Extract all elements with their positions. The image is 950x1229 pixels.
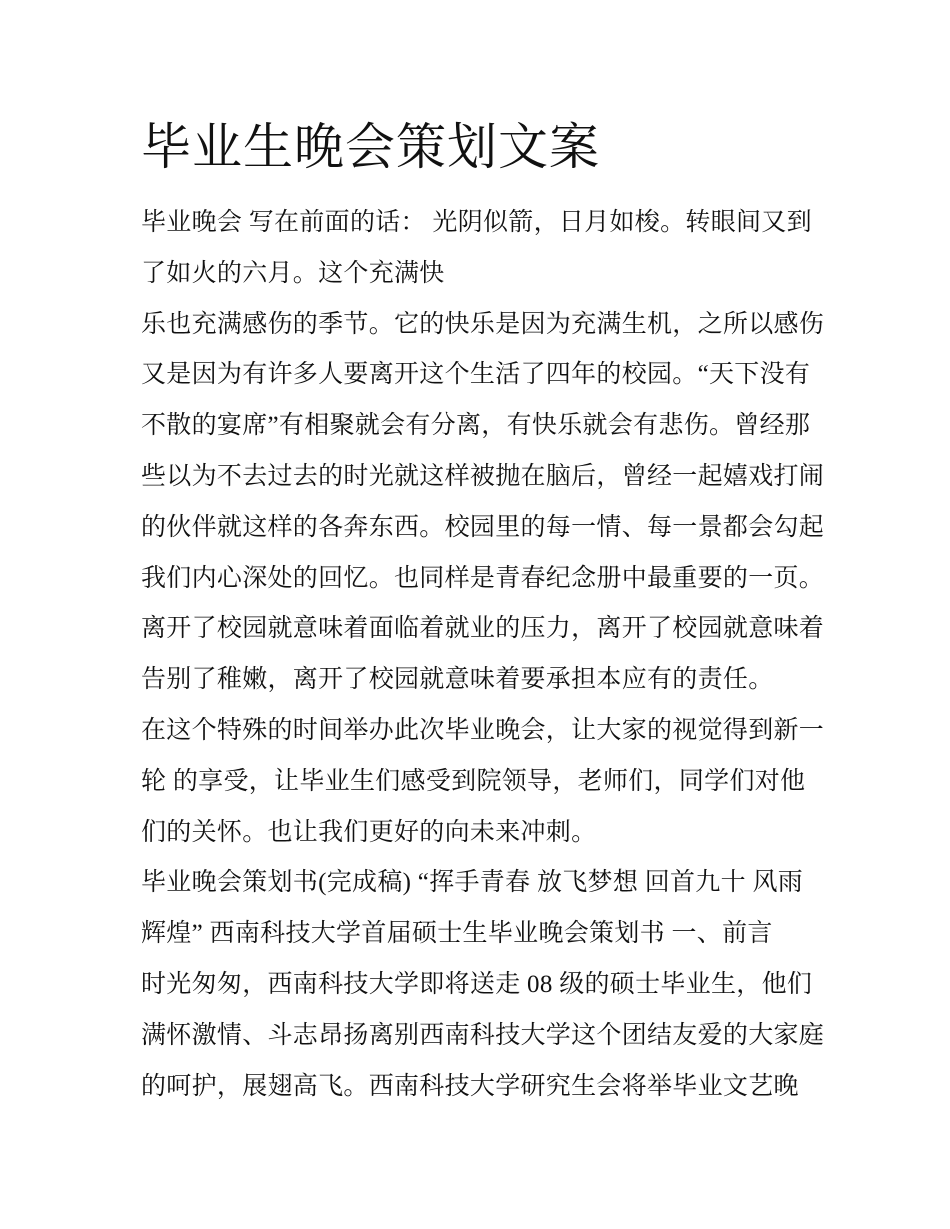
body-text-line: 不散的宴席”有相聚就会有分离，有快乐就会有悲伤。曾经那 <box>141 412 811 440</box>
body-text-line: 辉煌” 西南科技大学首届硕士生毕业晚会策划书 一、前言 <box>141 920 773 948</box>
body-text-line: 了如火的六月。这个充满快 <box>141 259 445 287</box>
body-text-line: 满怀激情、斗志昂扬离别西南科技大学这个团结友爱的大家庭 <box>141 1021 825 1049</box>
body-text-line: 我们内心深处的回忆。也同样是青春纪念册中最重要的一页。 <box>141 564 825 592</box>
body-text-line: 毕业晚会策划书(完成稿) “挥手青春 放飞梦想 回首九十 风雨 <box>141 869 804 897</box>
body-text-line: 告别了稚嫩，离开了校园就意味着要承担本应有的责任。 <box>141 666 774 694</box>
body-text-line: 些以为不去过去的时光就这样被抛在脑后，曾经一起嬉戏打闹 <box>141 462 825 490</box>
body-text-line: 离开了校园就意味着面临着就业的压力，离开了校园就意味着 <box>141 615 825 643</box>
document-title: 毕业生晚会策划文案 <box>141 119 600 175</box>
body-text-line: 毕业晚会 写在前面的话： 光阴似箭，日月如梭。转眼间又到 <box>141 209 812 236</box>
body-text-line: 们的关怀。也让我们更好的向未来冲刺。 <box>141 818 597 846</box>
body-text-line: 时光匆匆，西南科技大学即将送走 08 级的硕士毕业生，他们 <box>141 970 813 998</box>
document-body <box>141 204 831 1118</box>
body-text-line: 的伙伴就这样的各奔东西。校园里的每一情、每一景都会勾起 <box>141 513 825 541</box>
body-text-line: 又是因为有许多人要离开这个生活了四年的校园。“天下没有 <box>141 361 811 389</box>
body-text-line: 乐也充满感伤的季节。它的快乐是因为充满生机，之所以感伤 <box>141 310 825 338</box>
body-text-line: 在这个特殊的时间举办此次毕业晚会，让大家的视觉得到新一 <box>141 716 825 744</box>
body-text-line: 的呵护，展翅高飞。西南科技大学研究生会将举毕业文艺晚 <box>141 1072 799 1100</box>
body-text-line: 轮 的享受，让毕业生们感受到院领导，老师们，同学们对他 <box>141 767 806 795</box>
